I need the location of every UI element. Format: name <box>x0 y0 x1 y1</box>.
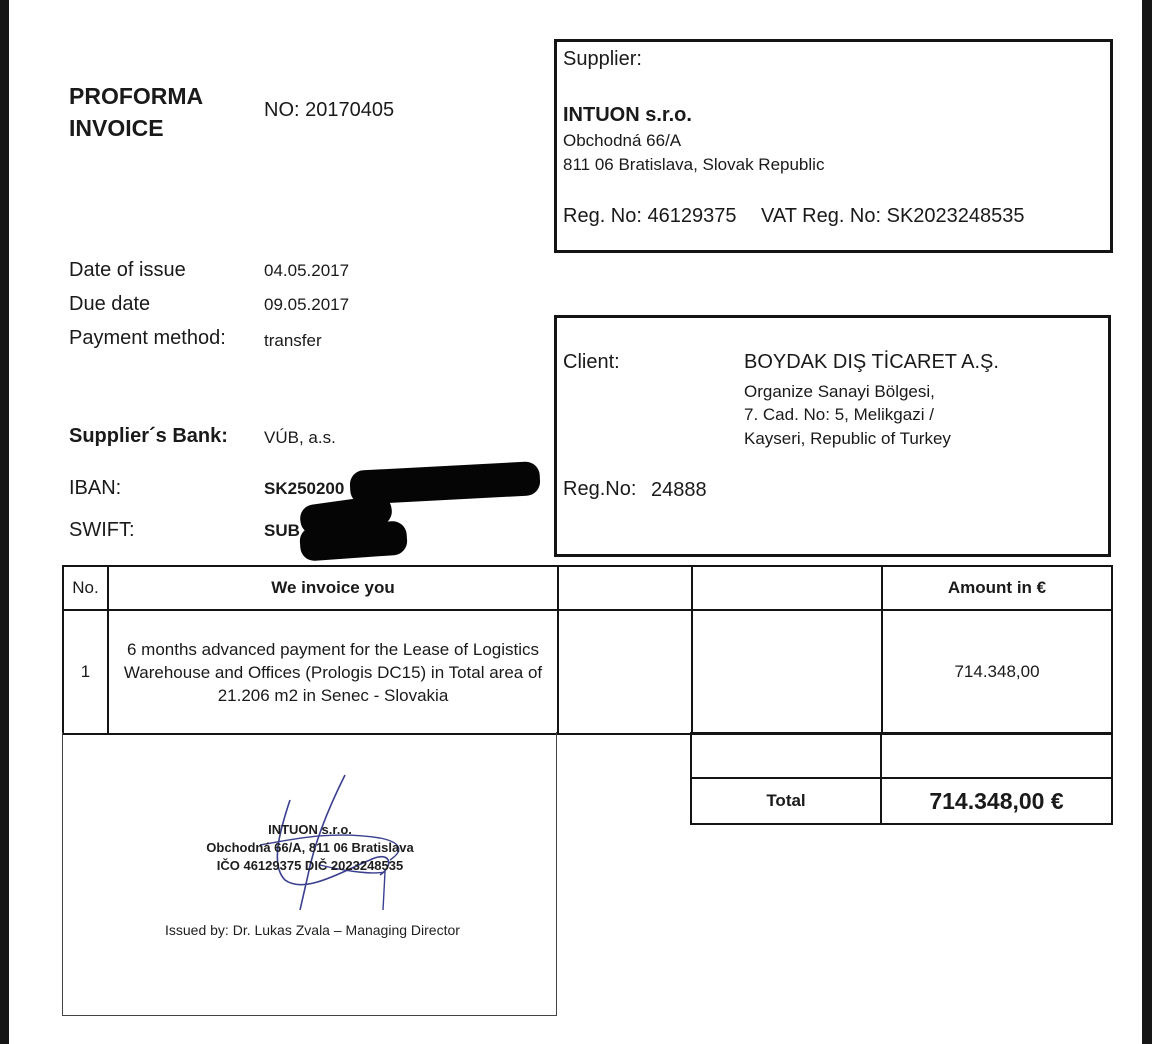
iban-value: SK250200 <box>264 479 345 498</box>
column-empty-2 <box>692 566 882 610</box>
photo-edge-left <box>0 0 9 1044</box>
client-label: Client: <box>563 351 620 373</box>
row-empty-2 <box>692 610 882 734</box>
stamp-line-1: INTUON s.r.o. <box>268 822 352 837</box>
title-line-1: PROFORMA <box>69 83 204 109</box>
stamp-line-3: IČO 46129375 DIČ 2023248535 <box>216 858 404 873</box>
stamp-line-2: Obchodná 66/A, 811 06 Bratislava <box>206 840 414 855</box>
payment-method-label: Payment method: <box>69 327 226 349</box>
invoice-number: NO: 20170405 <box>264 99 395 121</box>
table-header-row <box>63 566 1112 610</box>
row-description-line-1: 6 months advanced payment for the Lease of Logistics <box>126 639 540 659</box>
totals-row <box>691 778 1112 824</box>
swift-label: SWIFT: <box>69 519 135 541</box>
title-line-2: INVOICE <box>69 115 164 141</box>
supplier-bank-label: Supplier´s Bank: <box>69 425 228 447</box>
supplier-label: Supplier: <box>563 48 642 70</box>
row-description-line-2: Warehouse and Offices (Prologis DC15) in Total area of <box>123 662 543 682</box>
client-name: BOYDAK DIŞ TİCARET A.Ş. <box>744 351 999 373</box>
totals-spacer-row <box>691 733 1112 778</box>
supplier-address-1: Obchodná 66/A <box>563 131 682 150</box>
date-of-issue-label: Date of issue <box>69 259 186 281</box>
row-empty-1 <box>558 610 692 734</box>
totals-table <box>690 732 1113 825</box>
totals-spacer-right <box>881 733 1112 778</box>
due-date-label: Due date <box>69 293 151 315</box>
invoice-items-table <box>62 565 1113 735</box>
row-description-line-3: 21.206 m2 in Senec - Slovakia <box>217 685 449 705</box>
column-no-header: No. <box>63 566 108 610</box>
client-address-2: 7. Cad. No: 5, Melikgazi / <box>744 405 934 424</box>
supplier-bank-value: VÚB, a.s. <box>264 428 336 447</box>
column-description-header: We invoice you <box>108 566 558 610</box>
row-amount: 714.348,00 <box>882 610 1112 734</box>
swift-redaction-lower <box>299 520 408 561</box>
company-stamp <box>165 821 455 875</box>
total-value: 714.348,00 € <box>881 778 1112 824</box>
iban-label: IBAN: <box>69 477 122 499</box>
supplier-address-2: 811 06 Bratislava, Slovak Republic <box>563 155 825 174</box>
column-empty-1 <box>558 566 692 610</box>
document-title <box>69 80 203 144</box>
column-amount-header: Amount in € <box>882 566 1112 610</box>
swift-value: SUB <box>264 521 300 540</box>
total-label: Total <box>691 778 881 824</box>
client-address-3: Kayseri, Republic of Turkey <box>744 429 951 448</box>
client-reg-value: 24888 <box>651 479 707 501</box>
payment-method-value: transfer <box>264 331 322 350</box>
client-reg-label: Reg.No: <box>563 478 637 500</box>
issued-by: Issued by: Dr. Lukas Zvala – Managing Director <box>165 922 460 938</box>
table-row <box>63 610 1112 734</box>
client-address-1: Organize Sanayi Bölgesi, <box>744 382 935 401</box>
due-date-value: 09.05.2017 <box>264 295 350 314</box>
row-description <box>108 610 558 734</box>
supplier-name: INTUON s.r.o. <box>563 104 692 126</box>
date-of-issue-value: 04.05.2017 <box>264 261 350 280</box>
totals-spacer-left <box>691 733 881 778</box>
photo-edge-right <box>1142 0 1152 1044</box>
row-number: 1 <box>63 610 108 734</box>
supplier-reg-no: Reg. No: 46129375 <box>563 205 737 227</box>
supplier-vat-no: VAT Reg. No: SK2023248535 <box>761 205 1025 227</box>
